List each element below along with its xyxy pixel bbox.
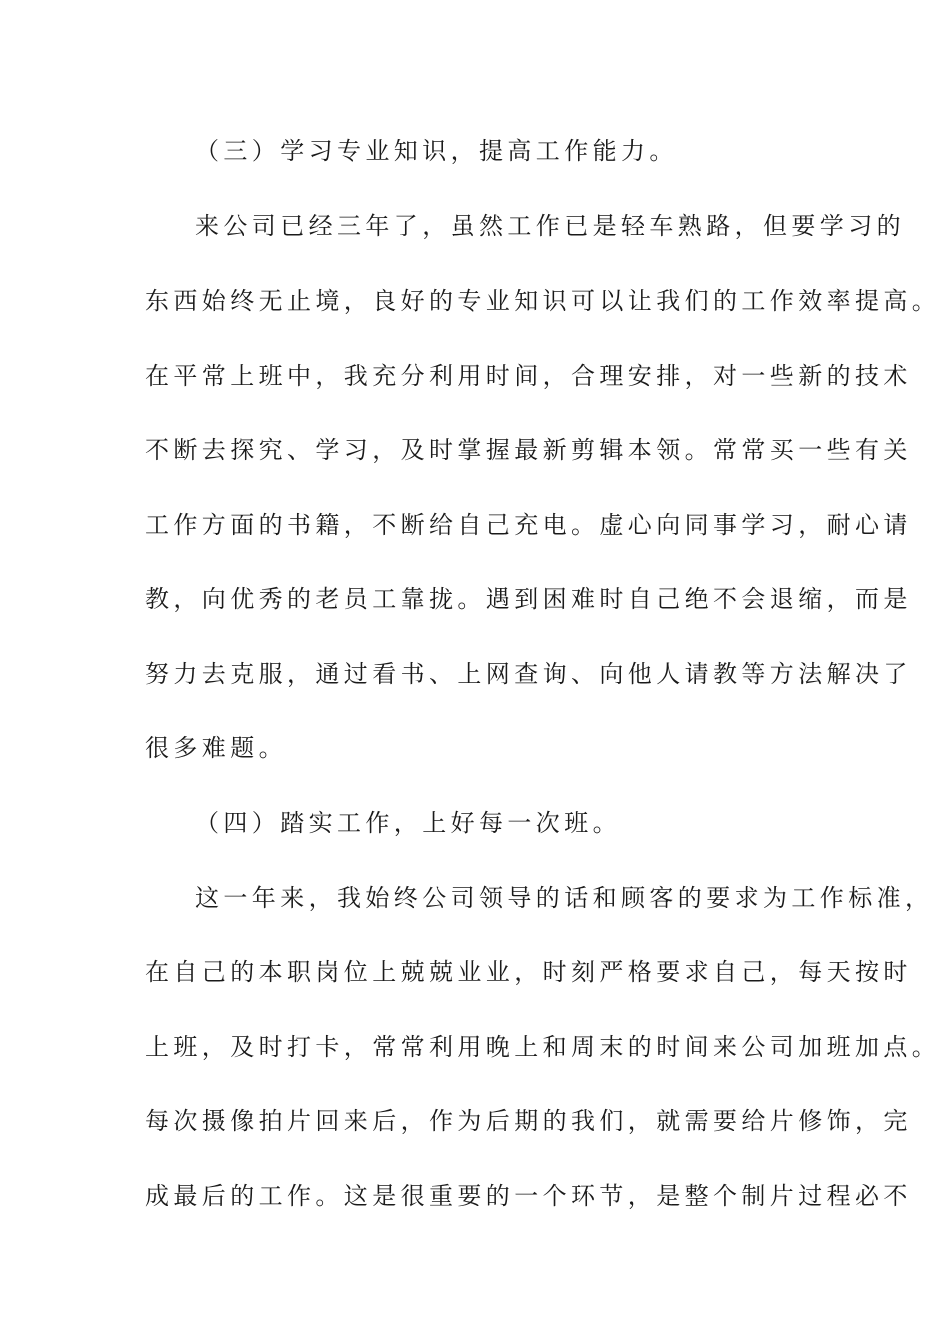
- paragraph-line: 来公司已经三年了，虽然工作已是轻车熟路，但要学习的: [195, 212, 905, 240]
- paragraph-line: 成最后的工作。这是很重要的一个环节，是整个制片过程必不: [145, 1182, 912, 1210]
- paragraph-line: 很多难题。: [145, 734, 287, 762]
- paragraph-line: 上班，及时打卡，常常利用晚上和周末的时间来公司加班加点。: [145, 1033, 941, 1061]
- paragraph-line: 在平常上班中，我充分利用时间，合理安排，对一些新的技术: [145, 362, 912, 390]
- paragraph-line: 工作方面的书籍，不断给自己充电。虚心向同事学习，耐心请: [145, 511, 912, 539]
- paragraph-line: 每次摄像拍片回来后，作为后期的我们，就需要给片修饰，完: [145, 1107, 912, 1135]
- paragraph-line: 不断去探究、学习，及时掌握最新剪辑本领。常常买一些有关: [145, 436, 912, 464]
- section-heading-3: （三）学习专业知识，提高工作能力。: [195, 137, 678, 165]
- paragraph-line: 教，向优秀的老员工靠拢。遇到困难时自己绝不会退缩，而是: [145, 585, 912, 613]
- section-heading-4: （四）踏实工作，上好每一次班。: [195, 809, 621, 837]
- paragraph-line: 东西始终无止境，良好的专业知识可以让我们的工作效率提高。: [145, 287, 941, 315]
- paragraph-line: 在自己的本职岗位上兢兢业业，时刻严格要求自己，每天按时: [145, 958, 912, 986]
- paragraph-line: 努力去克服，通过看书、上网查询、向他人请教等方法解决了: [145, 660, 912, 688]
- paragraph-line: 这一年来，我始终公司领导的话和顾客的要求为工作标准，: [195, 884, 934, 912]
